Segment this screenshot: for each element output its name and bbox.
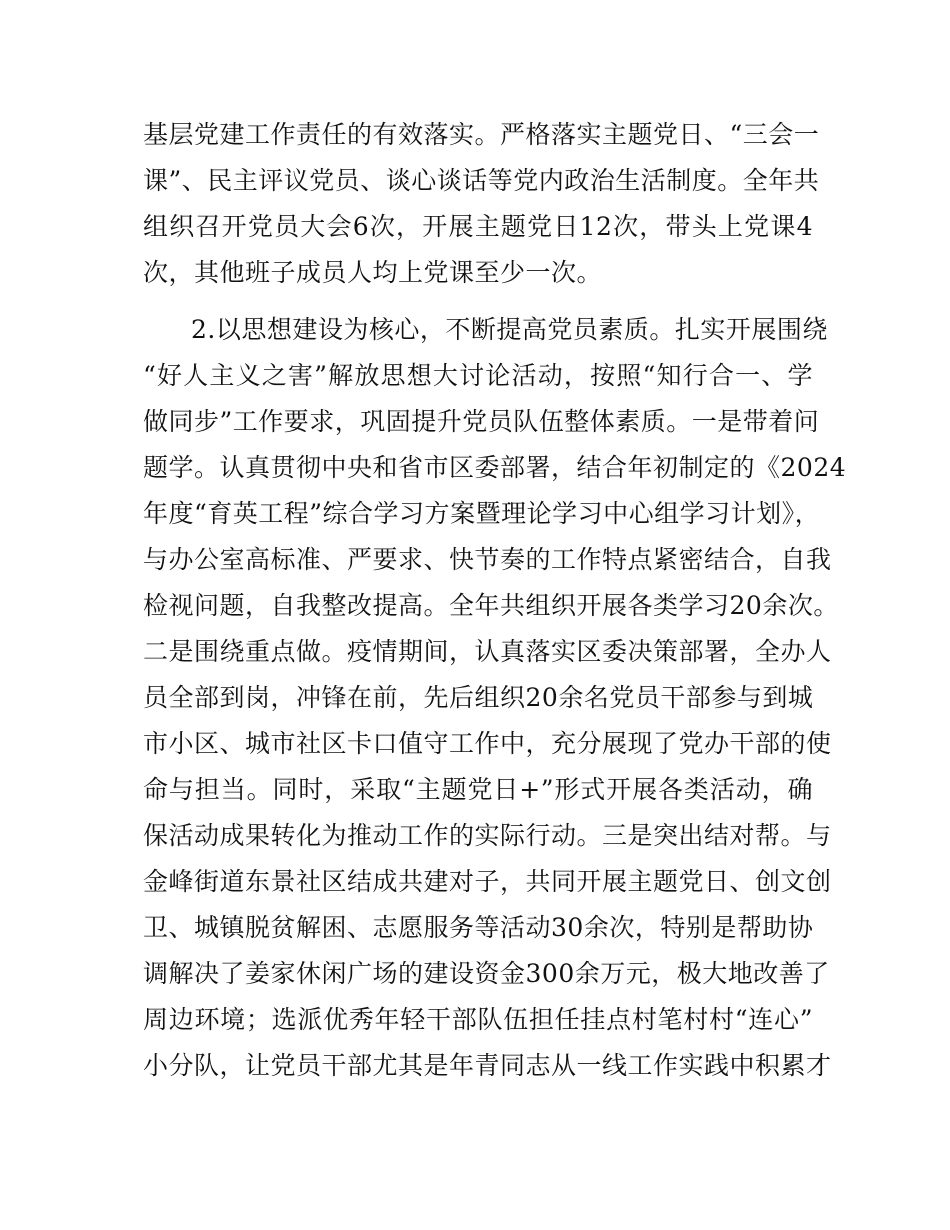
paragraph-gap <box>143 296 813 307</box>
text-line: 市小区、城市社区卡口值守工作中，充分展现了党办干部的使 <box>143 729 832 758</box>
text-line: 小分队，让党员干部尤其是年青同志从一线工作实践中积累才 <box>143 1051 832 1080</box>
text-line: 基层党建工作责任的有效落实。严格落实主题党日、“三会一 <box>143 120 820 149</box>
text-line: 二是围绕重点做。疫情期间，认真落实区委决策部署，全办人 <box>143 637 832 666</box>
text-line: 2.以思想建设为核心，不断提高党员素质。扎实开展围绕 <box>191 315 828 344</box>
text-line: 保活动成果转化为推动工作的实际行动。三是突出结对帮。与 <box>143 821 832 850</box>
text-line: 员全部到岗，冲锋在前，先后组织20余名党员干部参与到城 <box>143 683 814 712</box>
text-line: 调解决了姜家休闲广场的建设资金300余万元，极大地改善了 <box>143 959 830 988</box>
text-line: 组织召开党员大会6次，开展主题党日12次，带头上党课4 <box>143 212 813 241</box>
text-line: 题学。认真贯彻中央和省市区委部署，结合年初制定的《2024 <box>143 453 847 482</box>
text-line: 命与担当。同时，采取“主题党日+”形式开展各类活动，确 <box>143 775 813 804</box>
text-line: 做同步”工作要求，巩固提升党员队伍整体素质。一是带着问 <box>143 407 820 436</box>
text-line: 金峰街道东景社区结成共建对子，共同开展主题党日、创文创 <box>143 867 832 896</box>
text-line: 年度“育英工程”综合学习方案暨理论学习中心组学习计划》， <box>143 499 821 528</box>
text-line: 检视问题，自我整改提高。全年共组织开展各类学习20余次。 <box>143 591 839 620</box>
document-body <box>143 112 847 1089</box>
text-line: 次，其他班子成员人均上党课至少一次。 <box>143 258 603 287</box>
text-line: “好人主义之害”解放思想大讨论活动，按照“知行合一、学 <box>143 361 813 390</box>
paragraph-1 <box>143 112 820 296</box>
text-line: 与办公室高标准、严要求、快节奏的工作特点紧密结合，自我 <box>143 545 832 574</box>
text-line: 课”、民主评议党员、谈心谈话等党内政治生活制度。全年共 <box>143 166 820 195</box>
text-line: 卫、城镇脱贫解困、志愿服务等活动30余次，特别是帮助协 <box>143 913 814 942</box>
text-line: 周边环境；选派优秀年轻干部队伍担任挂点村笔村村“连心” <box>143 1005 813 1034</box>
paragraph-2 <box>143 307 847 1089</box>
